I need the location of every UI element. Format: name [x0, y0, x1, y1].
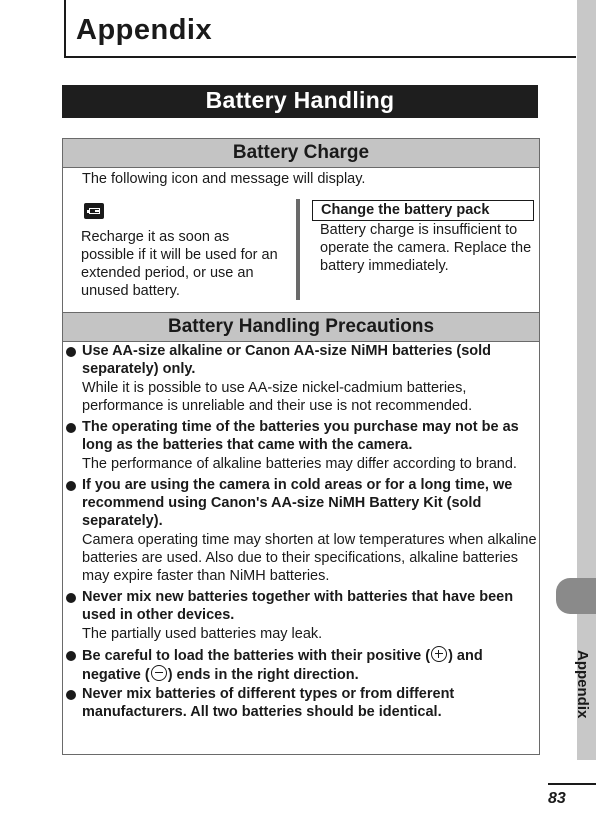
side-thumb-bar	[577, 0, 596, 760]
item-heading: Never mix new batteries together with batteries that have been used in other devices.	[82, 589, 514, 623]
bullet-icon	[66, 347, 76, 357]
page-title: Appendix	[76, 14, 213, 46]
bullet-icon	[66, 651, 76, 661]
side-section-label: Appendix	[574, 650, 591, 719]
item-detail: The partially used batteries may leak.	[82, 626, 323, 642]
bullet-icon	[66, 690, 76, 700]
bullet-icon	[66, 593, 76, 603]
item-heading-part-b: ) and negative (	[82, 648, 483, 683]
column-divider	[296, 199, 300, 300]
minus-terminal-icon	[151, 665, 167, 681]
page-number: 83	[548, 790, 566, 807]
content-box	[62, 138, 540, 755]
bullet-icon	[66, 423, 76, 433]
precautions-list	[63, 342, 539, 721]
battery-fill	[95, 210, 99, 212]
message-description: Battery charge is insufficient to operate the camera. Replace the battery immediately.	[320, 222, 532, 274]
item-heading: Use AA-size alkaline or Canon AA-size NiMH batteries (sold separately) only.	[82, 343, 492, 377]
bullet-icon	[66, 481, 76, 491]
item-heading	[82, 646, 539, 684]
item-detail: While it is possible to use AA-size nickel-cadmium batteries, performance is unreliable and their use is not recommended.	[82, 380, 473, 414]
precautions-header: Battery Handling Precautions	[63, 312, 539, 342]
item-heading: The operating time of the batteries you purchase may not be as long as the batteries that came with the camera.	[82, 419, 519, 453]
item-heading: If you are using the camera in cold areas or for a long time, we recommend using Canon's AA-size NiMH Battery Kit (sold separately).	[82, 477, 513, 529]
battery-low-icon	[84, 203, 104, 219]
icon-note-text: Recharge it as soon as possible if it will be used for an extended period, or use an unused battery.	[81, 229, 278, 299]
side-thumb-tab	[556, 578, 596, 614]
charge-intro-text: The following icon and message will display.	[82, 171, 366, 187]
item-heading: Never mix batteries of different types or from different manufacturers. All two batteries should be identical.	[82, 686, 455, 720]
list-item	[63, 685, 539, 721]
title-horizontal-rule	[64, 56, 576, 58]
battery-charge-header: Battery Charge	[63, 139, 539, 168]
list-item	[63, 476, 539, 585]
item-detail: Camera operating time may shorten at low temperatures when alkaline batteries are used. Also due to their specifications, alkaline batteries may expire faster than NiMH batteries.	[82, 532, 537, 584]
list-item	[63, 588, 539, 643]
item-detail: The performance of alkaline batteries may differ according to brand.	[82, 456, 517, 472]
page-number-rule	[548, 783, 596, 785]
message-title-box: Change the battery pack	[312, 200, 534, 221]
list-item	[63, 418, 539, 473]
item-heading-part-a: Be careful to load the batteries with their positive (	[82, 648, 431, 664]
list-item	[63, 646, 539, 684]
title-vertical-rule	[64, 0, 66, 58]
section-title-banner: Battery Handling	[62, 85, 538, 118]
plus-terminal-icon	[431, 646, 447, 662]
item-heading-part-c: ) ends in the right direction.	[167, 667, 359, 683]
list-item	[63, 342, 539, 415]
